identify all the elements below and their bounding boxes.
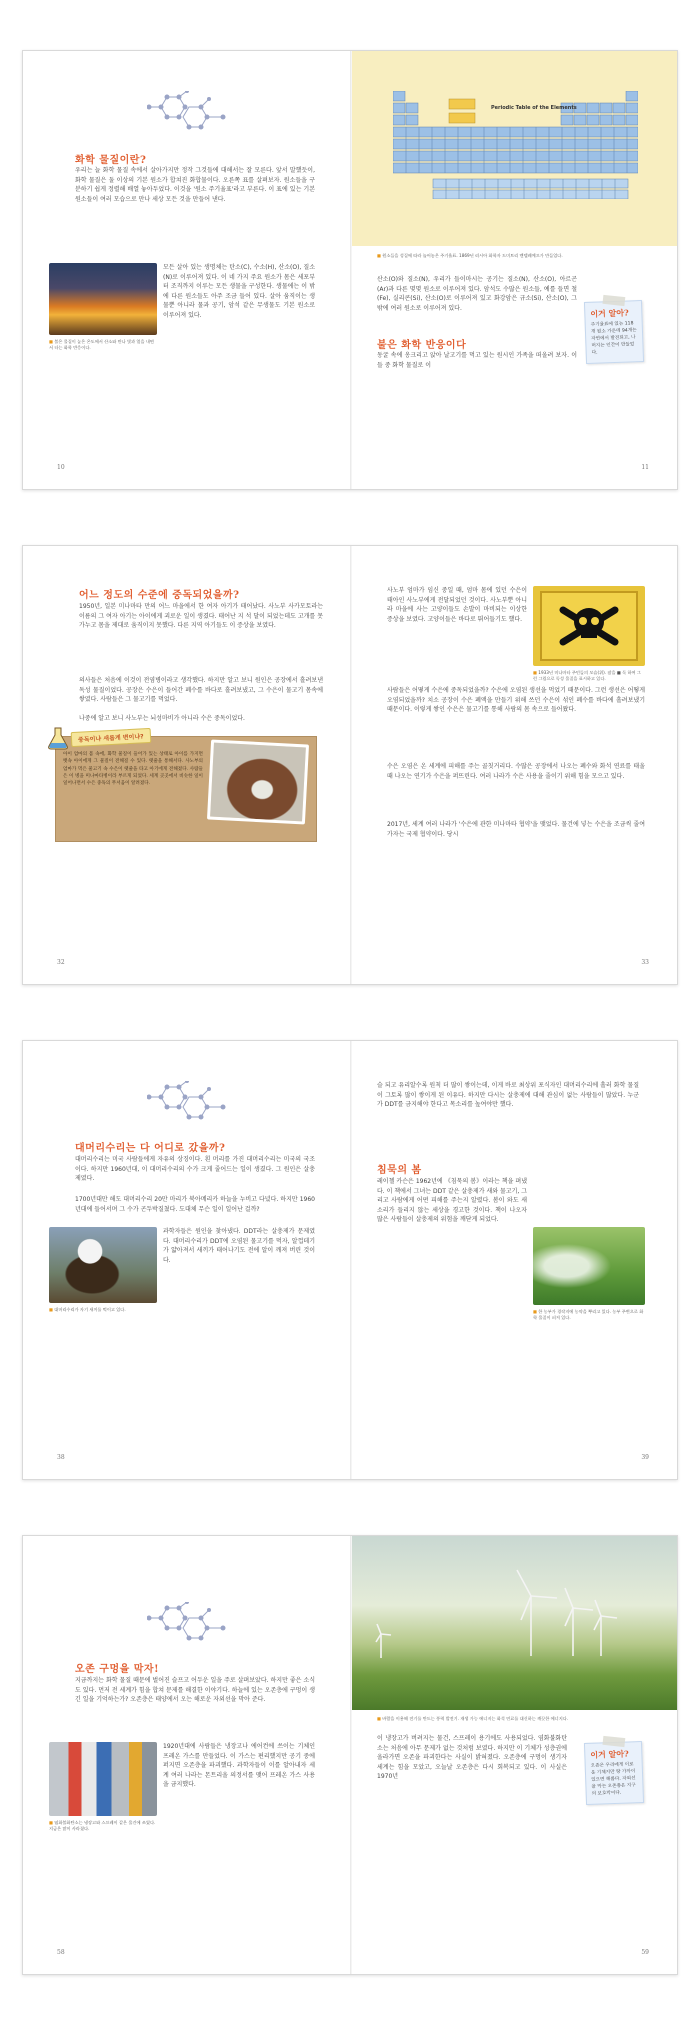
body-text-2: 레이첼 카슨은 1962년에 《침묵의 봄》이라는 책을 펴냈다. 이 책에서 그녀는 DDT 같은 살충제가 새와 물고기, 그리고 사람에게 어떤 피해를 주는지 알렸다. 봄이 와도 새소리가 들리지 않는 세상을 경고한 것이다. 책이 나오자 많은 사람들이 살충제의 위험을 깨닫게 되었다.	[377, 1178, 527, 1224]
photo-caption: ■ 1933년 미나마타 주민들의 모습(위). 잠을 ■ 독 하여 그런 그림으로 독성 물질을 표시하고 있다.	[533, 670, 645, 682]
photo-caption: ■ 대머리수리가 자기 새끼를 먹이고 있다.	[49, 1307, 157, 1313]
page-59	[351, 1536, 678, 1975]
page-number: 32	[57, 959, 65, 966]
page-33	[351, 546, 678, 985]
page-10	[23, 51, 351, 490]
box-text: 아이 엄마의 몸 속에, 화학 물질이 들어가 있는 상태로 아이를 가지면 뱃속 아이에게 그 물질이 전해질 수 있다. 탯줄을 통해서다. 사노부의 엄마가 먹은 물고기 속 수은이 탯줄을 타고 아기에게 전해졌다. 사람들은 이 병을 미나마타병이라 부르게 되었다. 세계 곳곳에서 비슷한 일이 일어나면서 수은 중독의 무서움이 알려졌다.	[63, 752, 203, 787]
body-text-2: 1700년대만 해도 대머리수리 20만 마리가 북아메리카 하늘을 누비고 다녔다. 하지만 1960년대에 들어서며 그 수가 곤두박질쳤다. 도대체 무슨 일이 일어난 걸까?	[75, 1196, 315, 1213]
body-text-3: 과학자들은 원인을 찾아냈다. DDT라는 살충제가 문제였다. 대머리수리가 DDT에 오염된 물고기를 먹자, 알껍데기가 얇아져서 새끼가 태어나기도 전에 알이 깨져 버린 것이다.	[163, 1228, 315, 1264]
body-text: 1950년, 일본 미나마타 만의 어느 마을에서 한 여자 아기가 태어났다. 사노부 사카모토라는 이름의 그 여자 아기는 아이에게 괴로운 일이 생겼다. 태어난 지 석 달이 되었는데도 고개를 못 가누고 몸을 제대로 움직이지 못했다. 다른 지역 아기들도 이 증상을 보였다.	[79, 603, 323, 630]
tape-decoration	[602, 1736, 625, 1747]
fact-note	[584, 300, 644, 364]
fact-note	[584, 1741, 644, 1805]
page-38	[23, 1041, 351, 1480]
page-number: 38	[57, 1454, 65, 1461]
body-text-2: 의사들은 처음에 이것이 전염병이라고 생각했다. 하지만 알고 보니 원인은 공장에서 흘려보낸 독성 물질이었다. 공장은 수은이 들어간 폐수를 바다로 흘려보냈고, 그 수은이 물고기 몸속에 쌓였다. 사람들은 그 물고기를 먹었다.	[79, 677, 323, 704]
photo-caption: ■ 한 농부가 경작지에 농약을 뿌리고 있다. 농부 주변으로 화학 물질이 퍼져 있다.	[533, 1309, 645, 1321]
wind-turbines-photo	[351, 1536, 678, 1710]
molecule-icon	[147, 1602, 227, 1644]
page-number: 11	[641, 464, 649, 471]
body-text: 대머리수리는 미국 사람들에게 자유의 상징이다. 흰 머리를 가진 대머리수리는 미국의 국조이다. 하지만 1960년대, 이 대머리수리의 수가 크게 줄어드는 일이 생겼다. 그 원인은 살충제였다.	[75, 1156, 315, 1183]
hands-photo	[207, 739, 309, 824]
section-heading: 오존 구멍을 막자!	[75, 1664, 159, 1675]
page-58	[23, 1536, 351, 1975]
spread-pages-32-33	[22, 545, 678, 985]
note-title: 이거 알아?	[590, 1748, 629, 1760]
section-heading: 화학 물질이란?	[75, 155, 147, 166]
section-heading: 어느 정도의 수준에 중독되었을까?	[79, 590, 240, 601]
body-text-3: 나중에 알고 보니 사노부는 뇌성마비가 아니라 수은 중독이었다.	[79, 715, 245, 722]
section-heading: 대머리수리는 다 어디로 갔을까?	[75, 1143, 226, 1154]
spread-pages-38-39	[22, 1040, 678, 1480]
molecule-icon	[147, 91, 227, 133]
body-text-2: 1920년대에 사람들은 냉장고나 에어컨에 쓰이는 기체인 프레온 가스를 만들었다. 이 가스는 편리했지만 공기 중에 퍼지면 오존층을 파괴했다. 과학자들이 이를 알아내자 세계 여러 나라는 몬트리올 의정서를 맺어 프레온 가스 사용을 금지했다.	[163, 1743, 315, 1789]
periodic-table-figure	[351, 51, 678, 246]
box-tag: 중독이냐 새롭게 변이냐?	[71, 728, 151, 747]
page-39	[351, 1041, 678, 1480]
page-number: 58	[57, 1949, 65, 1956]
body-text: 지금까지는 화학 물질 때문에 벌어진 슬프고 어두운 일을 주로 살펴보았다. 하지만 좋은 소식도 있다. 먼저 전 세계가 힘을 합쳐 문제를 해결한 이야기다. 하늘에 있는 오존층에 구멍이 생긴 일을 기억하는가? 오존층은 태양에서 오는 해로운 자외선을 막아 준다.	[75, 1677, 315, 1704]
wildfire-photo	[49, 263, 157, 335]
skull-crossbones-icon	[533, 586, 645, 666]
flask-icon	[47, 726, 69, 750]
body-text-2: 모든 살아 있는 생명체는 탄소(C), 수소(H), 산소(O), 질소(N)로 이루어져 있다. 이 네 가지 주요 원소가 몸은 세포부터 조직까지 이루는 모든 생물을 구성한다. 생물에는 이 밖에 다른 원소들도 아주 조금 들어 있다. 살아 움직이는 생물뿐 아니라 물과 공기, 암석 같은 무생물도 기본 원소로 이루어져 있다.	[163, 264, 315, 319]
molecule-icon	[147, 1081, 227, 1123]
body-text: 사노부 엄마가 임신 중일 때, 엄마 몸에 있던 수은이 태아인 사노부에게 전달되었던 것이다. 사노부뿐 아니라 마을에 사는 고양이들도 손발이 마비되는 이상한 증상을 보였다. 고양이들은 바다로 뛰어들기도 했다.	[387, 587, 527, 623]
bald-eagle-photo	[49, 1227, 157, 1303]
page-number: 59	[641, 1949, 649, 1956]
spread-pages-10-11	[22, 50, 678, 490]
periodic-table-title: Periodic Table of the Elements	[491, 105, 577, 111]
section-heading: 침묵의 봄	[377, 1165, 422, 1176]
photo-caption: ■ 바람을 이용해 전기를 만드는 풍력 발전기. 재생 가능 에너지는 화석 연료를 대신하는 깨끗한 에너지다.	[377, 1716, 647, 1722]
tape-decoration	[602, 295, 625, 306]
spread-pages-58-59	[22, 1535, 678, 1975]
note-body: 오존은 우리에게 이로운 기체지만 땅 가까이 있으면 해롭다. 자외선을 막는 오존층은 지구의 보호막이다.	[590, 1762, 636, 1797]
pesticide-spraying-photo	[533, 1227, 645, 1305]
body-text-3: 수은 오염은 온 세계에 피해를 주는 골칫거리다. 수많은 공장에서 나오는 폐수와 화석 연료를 태울 때 나오는 연기가 수은을 퍼뜨린다. 여러 나라가 수은 사용을 줄이기 위해 힘을 모으고 있다.	[387, 763, 645, 780]
body-text-2: 사람들은 어떻게 수은에 중독되었을까? 수은에 오염된 생선을 먹었기 때문이다. 그런 생선은 어떻게 오염되었을까? 치소 공장이 수은 폐액을 만들기 위해 쓰던 수은이 섞인 폐수를 바다에 흘려보냈기 때문이다. 이렇게 쌓인 수은은 물고기를 통해 사람의 몸 속으로 들어왔다.	[387, 687, 645, 714]
body-text: 이 냉장고가 버려지는 물건, 스프레이 용기에도 사용되었다. 염화불화탄소는 처음에 아무 문제가 없는 것처럼 보였다. 하지만 이 기체가 성층권에 올라가면 오존을 파괴한다는 사실이 밝혀졌다. 오존층에 구멍이 생기자 세계는 힘을 모았고, 오늘날 오존층은 다시 회복되고 있다. 이 사실은 1970년	[377, 1735, 567, 1781]
wind-turbine-icon	[351, 1536, 678, 1710]
spray-cans-photo	[49, 1742, 157, 1816]
note-title: 이거 알아?	[590, 307, 629, 319]
body-text-4: 2017년, 세계 여러 나라가 '수은에 관한 미나마타 협약'을 맺었다. 물건에 넣는 수은을 조금씩 줄여 가자는 국제 협약이다. 당시	[387, 821, 645, 838]
section-heading: 불은 화학 반응이다	[377, 340, 467, 351]
page-32	[23, 546, 351, 985]
photo-caption: ■ 불은 물질이 높은 온도에서 산소와 만나 빛과 열을 내면서 타는 화학 반응이다.	[49, 339, 157, 351]
page-11	[351, 51, 678, 490]
body-text-2: 동굴 속에 옹크리고 앉아 날고기를 먹고 있는 원시인 가족을 떠올려 보자. 이들 중 화학 물질로 이	[377, 352, 577, 369]
note-body: 주기율표에 있는 118개 원소 가운데 94개는 자연에서 발견되고, 나머지는 인간이 만들었다.	[590, 321, 637, 356]
table-caption: ■ 원소들을 성질에 따라 늘어놓은 주기율표. 1869년 러시아 화학자 드미트리 멘델레예프가 만들었다.	[377, 253, 627, 259]
body-text: 우리는 늘 화학 물질 속에서 살아가지만 정작 그것들에 대해서는 잘 모른다. 앞서 말했듯이, 화학 물질은 둘 이상의 기본 원소가 합쳐진 화합물이다. 오른쪽 표를 살펴보자. 원소들을 구분하기 쉽게 정렬해 배열 놓아두었다. 이것을 '원소 주기율표'라고 부른다. 이 표에 있는 기본 원소들이 여러 모습으로 만나 세상 모든 것을 만들어 낸다.	[75, 167, 315, 203]
poison-sign-photo	[533, 586, 645, 666]
photo-caption: ■ 염화불화탄소는 냉장고와 스프레이 같은 물건에 쓰였다. 지금은 많이 사라졌다.	[49, 1820, 157, 1832]
page-number: 39	[641, 1454, 649, 1461]
page-number: 33	[641, 959, 649, 966]
body-text: 산소(O)와 질소(N), 우리가 들이마시는 공기는 질소(N), 산소(O), 아르곤(Ar)과 다른 몇몇 원소로 이루어져 있다. 암석도 수많은 원소들, 예를 들면 철(Fe), 실리콘(Si), 산소(O)로 이루어져 있고 화강암은 규소(Si), 산소(O), 그 밖에 여러 원소로 이루어져 있다.	[377, 276, 577, 312]
body-text: 슬 되고 유리알수록 원칙 더 많이 쌓이는데, 이게 바로 최상위 포식자인 대머리수리에 흘러 화학 물질이 그토록 많이 쌓이게 된 이유다. 하지만 다시는 살충제에 대해 관심이 없는 사람들이 많았다. 누군가 DDT를 금지해야 한다고 목소리를 높여야만 했다.	[377, 1082, 639, 1109]
page-number: 10	[57, 464, 65, 471]
